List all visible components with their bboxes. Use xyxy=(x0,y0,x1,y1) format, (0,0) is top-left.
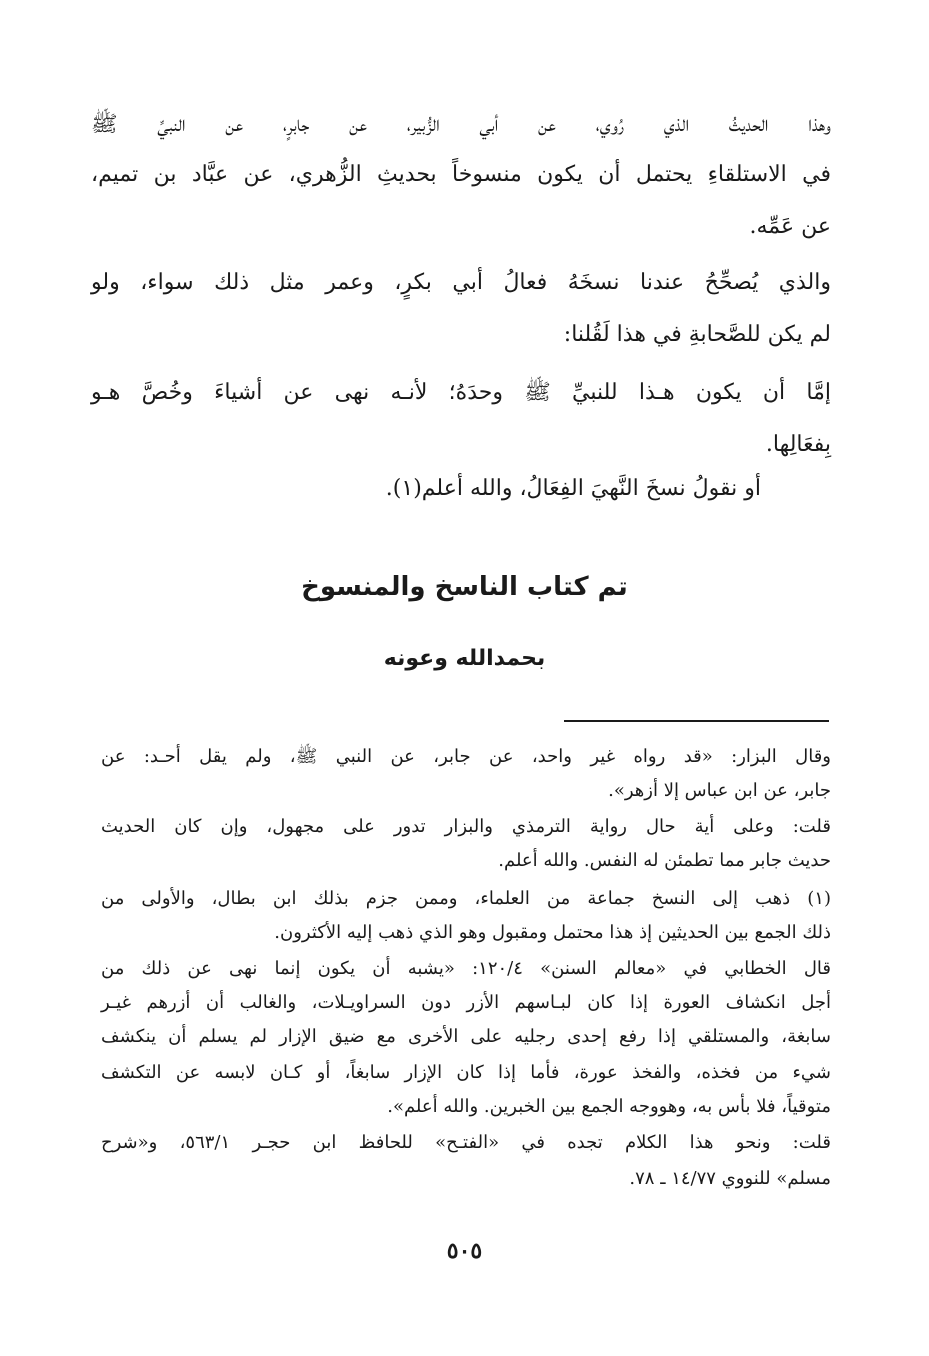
footnote-line: سابغة، والمستلقي إذا رفع إحدى رجليه على الأخرى مع ضيق الإزار لم يسلم أن ينكشف xyxy=(101,1026,831,1047)
main-text-line: في الاستلقاءِ يحتمل أن يكون منسوخاً بحديثِ الزُّهري، عن عبَّاد بن تميم، xyxy=(91,162,831,187)
footnote-line: ذلك الجمع بين الحديثين إذ هذا محتمل ومقبول وهو الذي ذهب إليه الأكثرون. xyxy=(274,922,831,943)
footnote-separator xyxy=(564,720,829,722)
book-end-subtitle: بحمدالله وعونه xyxy=(383,646,546,671)
footnote-line: متوقياً، فلا بأس به، وهووجه الجمع بين الخبرين. والله أعلم». xyxy=(387,1096,831,1117)
footnote-line: أجل انكشاف العورة إذا كان لبـاسهم الأزر دون السراويـلات، والغالب أن أزرهم غيـر xyxy=(101,992,831,1013)
footnote-line: قلت: وعلى أية حال رواية الترمذي والبزار تدور على مجهول، وإن كان الحديث xyxy=(101,816,831,837)
footnote-line: مسلم» للنووي ١٤/٧٧ ـ ٧٨. xyxy=(629,1168,831,1189)
footnote-line: (١) ذهب إلى النسخ جماعة من العلماء، وممن جزم بذلك ابن بطال، والأولى من xyxy=(101,888,831,909)
footnote-line: جابر، عن ابن عباس إلا أزهر». xyxy=(608,780,831,801)
footnote-line: قلت: ونحو هذا الكلام تجده في «الفتـح» للحافظ ابن حجـر ٥٦٣/١، و«شرح xyxy=(101,1132,831,1153)
book-end-title: تم كتاب الناسخ والمنسوخ xyxy=(301,572,628,602)
footnote-line: قال الخطابي في «معالم السنن» ١٢٠/٤: «يشبه أن يكون إنما نهى عن ذلك من xyxy=(101,958,831,979)
main-text-line: إمَّا أن يكون هـذا للنبيِّ ﷺ وحدَهُ؛ لأنـه نهى عن أشياءَ وخُصَّ هـو xyxy=(91,380,831,405)
page-number: ٥٠٥ xyxy=(446,1238,483,1264)
main-text-line: عن عَمِّه. xyxy=(749,214,831,239)
footnote-line: وقال البزار: «قد رواه غير واحد، عن جابر، عن النبي ﷺ، ولم يقل أحـد: عن xyxy=(101,746,831,767)
main-text-line: وهذا الحديثُ الذي رُوي، عن أبي الزُّبير، عن جابرٍ، عن النبيِّ ﷺ xyxy=(91,112,831,137)
main-text-line: أو نقولُ نسخَ النَّهيَ الفِعَالُ، والله أعلم(١). xyxy=(385,476,761,501)
main-text-line: والذي يُصحِّحُ عندنا نسخَهُ فعالُ أبي بكرٍ، وعمر مثل ذلك سواء، ولو xyxy=(91,270,831,295)
footnote-line: حديث جابر مما تطمئن له النفس. والله أعلم. xyxy=(498,850,831,871)
main-text-line: لم يكن للصَّحابةِ في هذا لَقُلنا: xyxy=(563,322,831,347)
footnote-line: شيء من فخذه، والفخذ عورة، فأما إذا كان الإزار سابغاً، أو كـان لابسه عن التكشف xyxy=(101,1062,831,1083)
main-text-line: بِفعَالِها. xyxy=(765,432,831,457)
